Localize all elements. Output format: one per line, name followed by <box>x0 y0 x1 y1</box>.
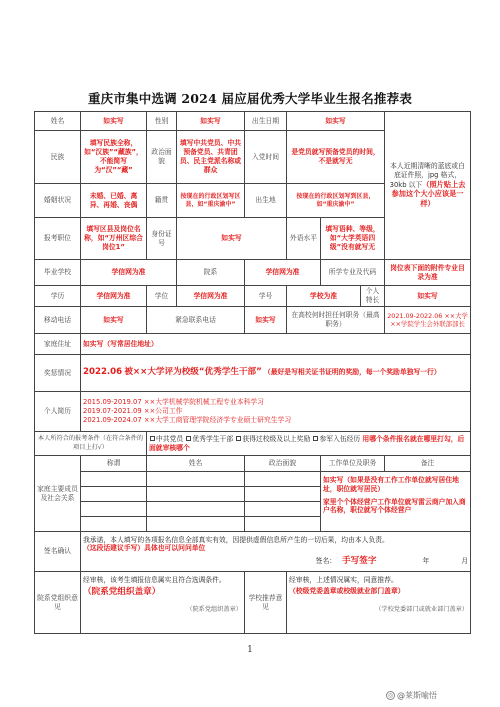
address-value[interactable]: 如实写（写常居住地址） <box>81 334 471 355</box>
condition-option: 参军入伍经历 <box>319 434 361 443</box>
party-review-text: 经审核，该考生填报信息属实且符合选调条件。 <box>83 576 226 584</box>
page-number: 1 <box>247 645 253 655</box>
condition-option: 获得过校级及以上奖励 <box>242 434 311 443</box>
id-no-value[interactable]: 如实写 <box>177 218 287 260</box>
marital-label: 婚姻状况 <box>35 184 81 218</box>
join-party-value[interactable]: 是党员就写预备党员的时间，不是就写无 <box>287 131 385 184</box>
family-header-political: 政治面貌 <box>245 456 321 472</box>
apply-post-label: 报考职位 <box>35 218 81 260</box>
family-cell[interactable] <box>147 472 245 487</box>
resume-label: 个人简历 <box>35 392 81 432</box>
department-label: 院系 <box>177 260 245 286</box>
signature-area[interactable] <box>81 532 471 572</box>
birthplace-label: 出生地 <box>245 184 287 218</box>
join-party-label: 入党时间 <box>245 131 287 184</box>
family-cell[interactable] <box>81 487 147 502</box>
school-post-value[interactable]: 2021.09-2022.06 ××大学××学院学生会外联部部长 <box>385 307 471 334</box>
watermark-logo-icon: ◎ <box>387 692 394 699</box>
party-review-stamp: （院系党组织盖章） <box>83 586 161 597</box>
birthplace-value[interactable]: 按现在的行政区划写到区县，如“重庆渝中” <box>287 184 385 218</box>
condition-checkbox[interactable] <box>150 436 155 441</box>
conditions-label: 本人所符合的报考条件（在符合条件的项目上打√） <box>35 432 147 456</box>
family-header-work: 工作单位及职务 <box>321 456 385 472</box>
school-post-label: 在高校何时担任何职务（最高职务） <box>287 307 385 334</box>
family-header-relation: 称谓 <box>81 456 147 472</box>
family-cell[interactable] <box>245 517 321 532</box>
school-review-label: 学校推荐意见 <box>245 572 287 634</box>
school-review-text: 经审核，上述情况属实，同意推荐。 <box>289 576 398 584</box>
birth-label: 出生日期 <box>245 112 287 131</box>
name-value[interactable]: 如实写 <box>81 112 147 131</box>
student-no-label: 学号 <box>245 286 287 307</box>
specialty-value[interactable]: 如实写 <box>385 286 471 307</box>
award-note: （最好是写相关证书证明的奖励，每一个奖励单独写一行） <box>263 368 441 377</box>
family-note: 家里个个体经营户工作单位就写雷云商户加入商户名称，职位就写个体经营户 <box>323 497 466 515</box>
conditions-options[interactable] <box>147 432 471 456</box>
school-review-area[interactable] <box>287 572 471 634</box>
specialty-label: 个人特长 <box>361 286 385 307</box>
awards-label: 奖惩情况 <box>35 355 81 392</box>
sign-label: 签名： <box>315 557 337 566</box>
apply-post-value[interactable]: 填写区县及岗位名称，如“万州区综合岗位1” <box>81 218 147 260</box>
mobile-label: 移动电话 <box>35 307 81 334</box>
sign-year: 年 <box>422 557 430 566</box>
condition-option: 中共党员 <box>156 434 184 443</box>
page-title: 重庆市集中选调 2024 届应届优秀大学毕业生报名推荐表 <box>87 91 413 106</box>
awards-value[interactable] <box>81 355 471 392</box>
address-label: 家庭住址 <box>35 334 81 355</box>
political-label: 政治面貌 <box>147 131 177 184</box>
emergency-value[interactable]: 如实写 <box>245 307 287 334</box>
degree2-label: 学位 <box>147 286 177 307</box>
family-cell[interactable] <box>147 517 245 532</box>
family-label: 家庭主要成员及社会关系 <box>35 456 81 532</box>
foreign-lang-label: 外语水平 <box>287 218 321 260</box>
family-cell[interactable] <box>147 502 245 517</box>
sign-month: 月 <box>461 557 469 566</box>
resume-line: 2021.09-2024.07 ××大学工商管理学院经济学专业硕士研究生学习 <box>83 415 292 424</box>
conditions-note: 用哪个条件报名就在哪里打勾，后面就审核哪个 <box>149 434 465 452</box>
family-header-note: 备注 <box>385 456 471 472</box>
gender-value[interactable]: 如实写 <box>177 112 245 131</box>
resume-value[interactable] <box>81 392 471 432</box>
photo-area[interactable] <box>385 112 471 260</box>
party-review-label: 院系党组织意见 <box>35 572 81 634</box>
photo-note: 本人近期清晰的蓝底或白底证件照，jpg 格式，30kb 以下 <box>389 161 465 189</box>
major-value[interactable]: 岗位表下面的附件专业目录为准 <box>385 260 471 286</box>
condition-checkbox[interactable] <box>313 436 318 441</box>
name-label: 姓名 <box>35 112 81 131</box>
family-cell[interactable] <box>245 502 321 517</box>
marital-value[interactable]: 未婚、已婚、离异、再婚、丧偶 <box>81 184 147 218</box>
native-value[interactable]: 按现在的行政区划写区县，如“重庆渝中” <box>177 184 245 218</box>
foreign-lang-value[interactable]: 填写语种、等级，如“大学英语四级”没有就写无 <box>321 218 385 260</box>
grad-school-value[interactable]: 学信网为准 <box>81 260 177 286</box>
family-cell[interactable] <box>245 472 321 487</box>
registration-form <box>34 111 471 634</box>
sign-value[interactable]: 手写签字 <box>342 556 377 567</box>
degree-value[interactable]: 学信网为准 <box>81 286 147 307</box>
school-review-sub: （学校党委部门或就业部门盖章） <box>375 605 469 613</box>
student-no-value[interactable]: 学校为准 <box>287 286 361 307</box>
degree-label: 学历 <box>35 286 81 307</box>
award-text: 被××大学评为校级“优秀学生干部” <box>124 367 262 378</box>
native-label: 籍贯 <box>147 184 177 218</box>
signature-note: （这段话建议手写）具体也可以问问单位 <box>83 544 206 553</box>
family-cell[interactable] <box>245 487 321 502</box>
party-review-area[interactable] <box>81 572 245 634</box>
id-no-label: 身份证号 <box>147 218 177 260</box>
emergency-label: 紧急联系电话 <box>147 307 245 334</box>
family-note: 如实写（如果是没有工作工作单位就写居住地址，职位就写居民） <box>323 476 459 493</box>
department-value[interactable]: 学信网为准 <box>245 260 321 286</box>
birth-value[interactable]: 如实写 <box>287 112 385 131</box>
watermark-text: @莱斯喻悟 <box>397 691 437 700</box>
resume-line: 2015.09-2019.07 ××大学机械学院机械工程专业本科学习 <box>83 398 264 407</box>
family-header-name: 姓名 <box>147 456 245 472</box>
family-notes[interactable] <box>321 472 471 532</box>
ethnicity-label: 民族 <box>35 131 81 184</box>
photo-note-red: （照片贴上去参加这个大小应该是一样） <box>391 179 466 209</box>
gender-label: 性别 <box>147 112 177 131</box>
condition-checkbox[interactable] <box>236 436 241 441</box>
ethnicity-value[interactable]: 填写民族全称，如“汉族”“藏族”，不能简写为“汉”“藏” <box>81 131 147 184</box>
signature-text: 我承诺，本人填写的各项报名信息全部真实有效，因提供虚假信息所产生的一切后果，均由本人负责。 <box>83 535 389 544</box>
award-date: 2022.06 <box>83 367 123 378</box>
condition-option: 优秀学生干部 <box>192 434 234 443</box>
political-value[interactable]: 填写中共党员、中共预备党员、共青团员、民主党派名称或群众 <box>177 131 245 184</box>
watermark <box>386 690 437 701</box>
major-label: 所学专业及代码 <box>321 260 385 286</box>
party-review-sub: （院系党组织盖章） <box>186 606 242 613</box>
family-cell[interactable] <box>81 502 147 517</box>
condition-checkbox[interactable] <box>186 436 191 441</box>
mobile-value[interactable]: 如实写 <box>81 307 147 334</box>
family-cell[interactable] <box>81 472 147 487</box>
signature-label: 签名确认 <box>35 532 81 572</box>
degree2-value[interactable]: 学信网为准 <box>177 286 245 307</box>
resume-line: 2019.07-2021.09 ××公司工作 <box>83 407 183 416</box>
school-review-stamp: （校级党委盖章或校级就业部门盖章） <box>289 586 405 595</box>
family-cell[interactable] <box>147 487 245 502</box>
grad-school-label: 毕业学校 <box>35 260 81 286</box>
family-cell[interactable] <box>81 517 147 532</box>
